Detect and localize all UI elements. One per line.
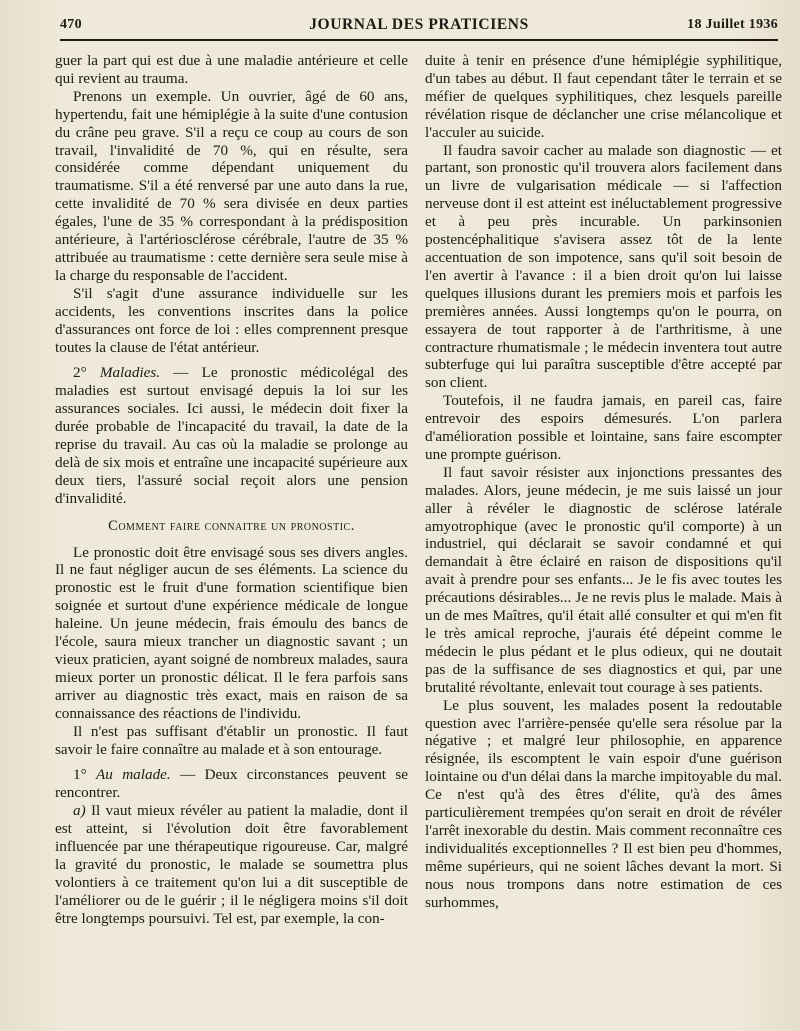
- paragraph-maladies: [55, 364, 408, 507]
- case-label: a): [73, 802, 91, 820]
- paragraph-text: — Deux circonstances peuvent se rencontrer.: [55, 766, 408, 802]
- issue-date: 18 Juillet 1936: [687, 17, 778, 32]
- section-title: Maladies.: [99, 364, 161, 382]
- paragraph: Le pronostic doit être envisagé sous ses divers angles. Il ne faut négliger aucun de ses éléments. La science du pronostic est le fruit d'une formation scientifique bien soignée et surtout d'une expérience médicale de longue haleine. Un jeune médecin, frais émoulu des bancs de l'école, saura mieux trancher un diagnostic savant ; un vieux praticien, ayant soigné de nombreux malades, saura mieux porter un pronostic délicat. Il le fera parfois sans arriver au diagnostic très exact, mais en raison de sa connaissance des réactions de l'individu.: [55, 543, 408, 722]
- paragraph-text: — Le pronostic médicolégal des maladies est surtout envisagé depuis la loi sur les assurances sociales. Ici aussi, le médecin doit fixer la durée probable de l'incapacité du travail, la date de la reprise du travail. Au cas où la maladie se prolonge au delà de six mois et entraîne une incapacité supérieure aux deux tiers, l'assuré social reçoit alors une pension d'invalidité.: [55, 364, 408, 507]
- paragraph: Il n'est pas suffisant d'établir un pronostic. Il faut savoir le faire connaître au malade et à son entourage.: [55, 722, 408, 758]
- paragraph-au-malade: [55, 766, 408, 802]
- paragraph: Il faut savoir résister aux injonctions pressantes des malades. Alors, jeune médecin, je me suis laissé un jour aller à révéler le diagnostic de sclérose latérale amyotrophique (avec le pronostic qu'il comporte) à un industriel, qui déclarait se savoir condamné et qui demandait à être éclairé en raison de dispositions qu'il avait à prendre pour ses enfants... Je le fis avec toutes les précautions désirables... Je ne revis plus le malade. Mais à un de mes Maîtres, qu'il était allé consulter et qui m'en fit le très amical reproche, j'aurais été dépeint comme le médecin le plus pédant et le plus odieux, qui ne doutait pas de la suffisance de ses diagnostics et qui, par une brutalité révoltante, enlevait tout courage à ses patients.: [425, 463, 782, 696]
- paragraph-text: Il vaut mieux révéler au patient la maladie, dont il est atteint, si l'évolution doit être favorablement influencée par une thérapeutique rigoureuse. Car, malgré la gravité du pronostic, le malade se soumettra plus volontiers à ce traitement qu'on lui a dit susceptible de l'améliorer ou de le guérir ; il le négligera moins s'il doit être longtemps poursuivi. Tel est, par exemple, la con-: [55, 802, 409, 927]
- paragraph: Prenons un exemple. Un ouvrier, âgé de 60 ans, hypertendu, fait une hémiplégie à la suite d'une contusion du crâne peu grave. S'il a reçu ce coup au cours de son travail, l'invalidité de 70 %, qui en résulte, sera considérée comme dépendant uniquement du traumatisme. S'il a été renversé par une auto dans la rue, cette invalidité de 70 % sera divisée en deux parties égales, l'une de 35 % correspondant à la prédisposition antérieure, à l'artériosclérose cérébrale, l'autre de 35 % attribuée au traumatisme : cette dernière sera seule mise à la charge du responsable de l'accident.: [55, 87, 408, 284]
- section-heading: Comment faire connaitre un pronostic.: [108, 517, 355, 534]
- section-title: Au malade.: [96, 766, 171, 784]
- left-column: [55, 52, 408, 928]
- paragraph: Toutefois, il ne faudra jamais, en pareil cas, faire entrevoir des espoirs démesurés. L'on parlera d'amélioration possible et lointaine, sans faire escompter une prompte guérison.: [425, 392, 782, 463]
- paragraph: S'il s'agit d'une assurance individuelle sur les accidents, les conventions inscrites dans la police d'assurances ont force de loi : elles comprennent presque toutes la clause de l'état antérieur.: [55, 284, 408, 356]
- paragraph: duite à tenir en présence d'une hémiplégie syphilitique, d'un tabes au début. Il faut cependant tâter le terrain et se méfier de quelques syphilitiques, chez lesquels pareille révélation risque de déclancher une crise mélancolique et l'acculer au suicide.: [425, 52, 782, 141]
- section-number: 1°: [73, 766, 96, 784]
- journal-title: JOURNAL DES PRATICIENS: [309, 16, 529, 33]
- paragraph: Il faudra savoir cacher au malade son diagnostic — et partant, son pronostic qu'il trouvera alors facilement dans un livre de vulgarisation médicale — si l'affection nerveuse dont il est atteint est inéluctablement progressive et à peu près incurable. Un parkinsonien postencéphalitique s'avisera assez tôt de la lente accentuation de son impotence, sans qu'il soit besoin de l'en avertir à l'avance : il a bien droit qu'on lui laisse quelques illusions durant les premiers mois et parfois les premières années. Aussi longtemps qu'on le pourra, on essayera de tout rapporter à de l'arthritisme, à une contracture rhumatismale ; le médecin inventera tout autre subterfuge qui lui paraîtra susceptible d'être accepté par son client.: [425, 141, 782, 392]
- paragraph: guer la part qui est due à une maladie antérieure et celle qui revient au trauma.: [55, 52, 408, 87]
- header-rule: [60, 39, 778, 41]
- page-header: [60, 14, 778, 38]
- paragraph: Le plus souvent, les malades posent la redoutable question avec l'arrière-pensée qu'elle sera résolue par la négative ; et malgré leur philosophie, en apparence résignée, ils escomptent le vain espoir d'une guérison lointaine ou d'un délai dans la marche impitoyable du mal. Ce n'est qu'à des êtres d'élite, qu'à des âmes particulièrement trempées qu'on serait en droit de révéler l'arrêt inexorable du destin. Mais comment reconnaître ces individualités exceptionnelles ? Il est bien peu d'hommes, même supérieurs, qui ne soient lâches devant la mort. Si nous nous trompons dans notre estimation de ces surhommes,: [425, 696, 782, 911]
- paragraph-case-a: [55, 802, 408, 927]
- right-column: [425, 52, 782, 912]
- section-number: 2°: [73, 364, 100, 382]
- page-number: 470: [60, 17, 82, 32]
